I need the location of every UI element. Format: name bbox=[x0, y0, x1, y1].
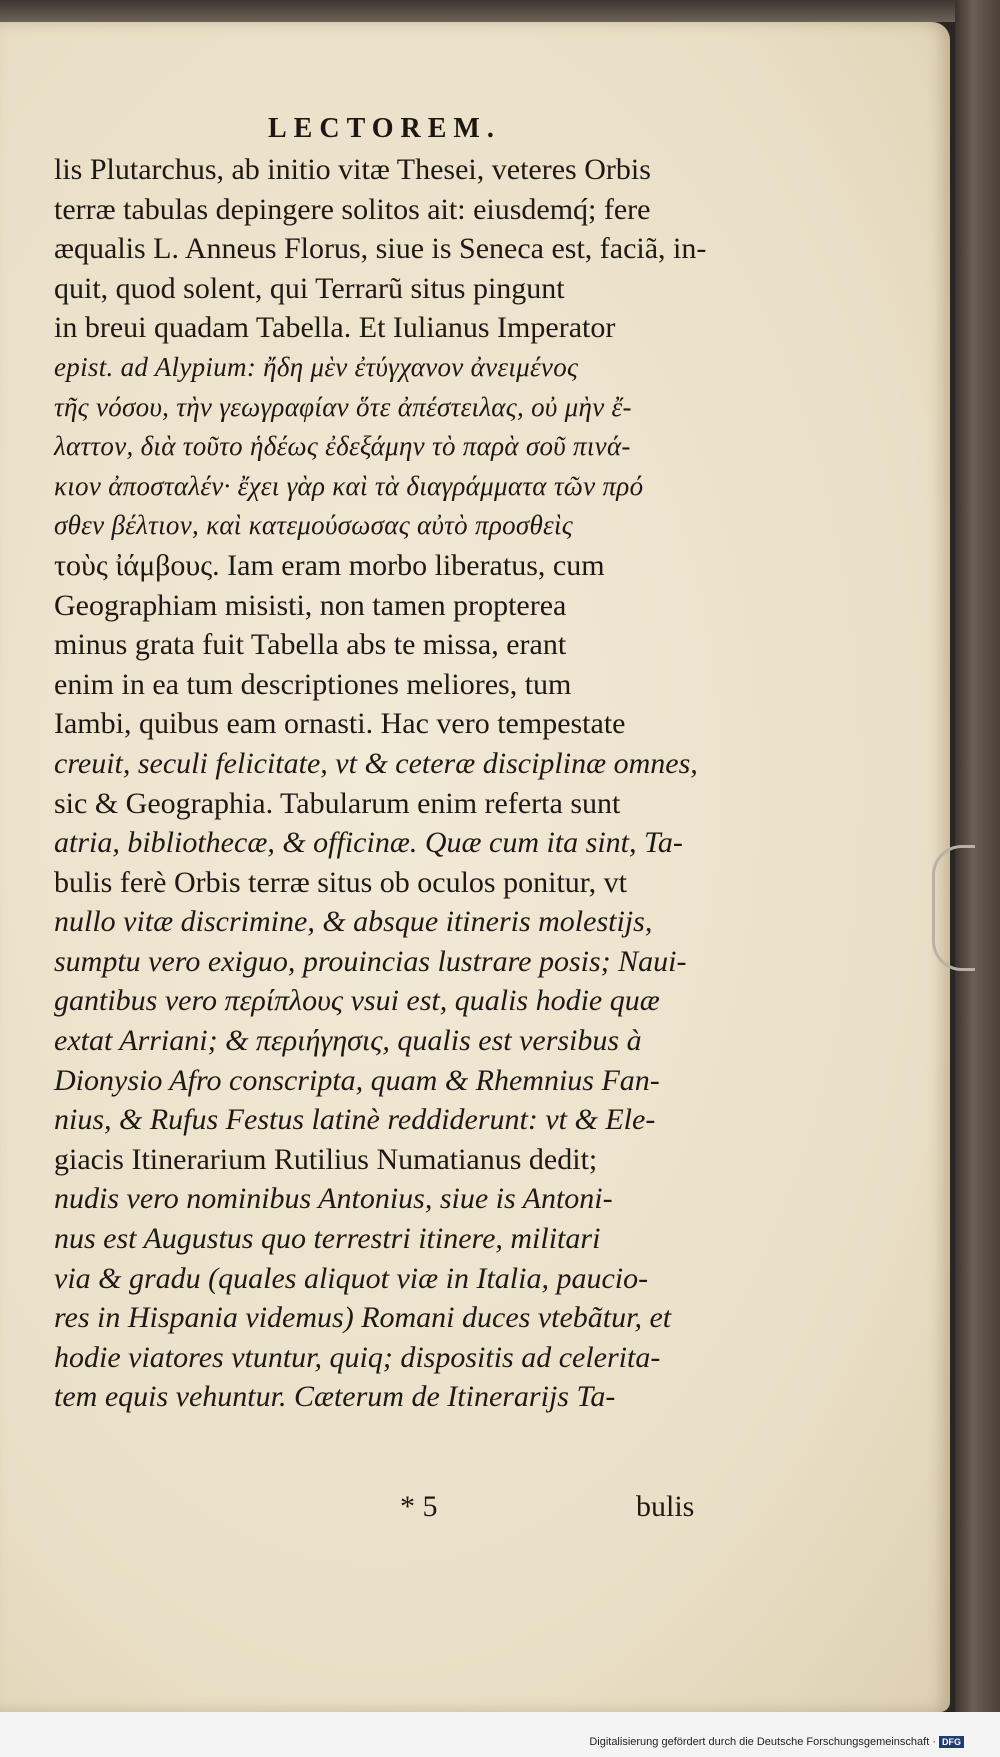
text-line: lis Plutarchus, ab initio vitæ Thesei, veteres Orbis bbox=[54, 153, 651, 186]
text-line: giacis Itinerarium Rutilius Numatianus dedit; bbox=[54, 1142, 598, 1176]
text-line: nius, & Rufus Festus latinè reddiderunt: vt & Ele- bbox=[54, 1103, 656, 1137]
digitization-text: Digitalisierung gefördert durch die Deutsche Forschungsgemeinschaft · bbox=[589, 1736, 936, 1748]
text-line: enim in ea tum descriptiones meliores, tum bbox=[54, 667, 572, 701]
text-line-greek: λαττον, διὰ τοῦτο ἡδέως ἐδεξάμην τὸ παρὰ σοῦ πινά- bbox=[54, 431, 631, 462]
text-line: quit, quod solent, qui Terrarũ situs pingunt bbox=[54, 271, 565, 305]
text-line: via & gradu (quales aliquot viæ in Italia, paucio- bbox=[54, 1261, 649, 1295]
text-line: terræ tabulas depingere solitos ait: eiusdemq́; fere bbox=[54, 192, 651, 226]
text-line-greek: σθεν βέλτιον, καὶ κατεμούσωσας αὐτὸ προσθεὶς bbox=[54, 510, 574, 541]
text-line: extat Arriani; & περιήγησις, qualis est versibus à bbox=[54, 1024, 642, 1058]
text-line: sumptu vero exiguo, prouincias lustrare posis; Naui- bbox=[54, 944, 687, 978]
text-line: minus grata fuit Tabella abs te missa, erant bbox=[54, 628, 567, 662]
text-line: tem equis vehuntur. Cæterum de Itinerarijs Ta- bbox=[54, 1380, 616, 1414]
running-header: LECTOREM. bbox=[268, 113, 501, 144]
book-top-edge bbox=[0, 0, 1000, 22]
text-line-greek: τῆς νόσου, τὴν γεωγραφίαν ὅτε ἀπέστειλας, οὐ μὴν ἔ- bbox=[54, 391, 632, 422]
body-text bbox=[54, 150, 734, 1417]
text-line: nullo vitæ discrimine, & absque itineris molestijs, bbox=[54, 905, 653, 939]
text-line: bulis ferè Orbis terræ situs ob oculos ponitur, vt bbox=[54, 865, 627, 899]
text-line: æqualis L. Anneus Florus, siue is Seneca est, faciã, in- bbox=[54, 232, 707, 266]
digitization-note bbox=[589, 1736, 964, 1748]
text-line: in breui quadam Tabella. Et Iulianus Imperator bbox=[54, 311, 616, 345]
text-line: sic & Geographia. Tabularum enim referta sunt bbox=[54, 786, 621, 820]
text-line: hodie viatores vtuntur, quiq; dispositis ad celerita- bbox=[54, 1340, 661, 1374]
page-clip bbox=[932, 845, 975, 971]
text-line: gantibus vero περίπλους vsui est, qualis hodie quæ bbox=[54, 984, 660, 1018]
dfg-logo-badge: DFG bbox=[939, 1736, 964, 1748]
signature-mark: * 5 bbox=[400, 1490, 438, 1523]
text-line: Iambi, quibus eam ornasti. Hac vero tempestate bbox=[54, 707, 626, 741]
text-line: Dionysio Afro conscripta, quam & Rhemnius Fan- bbox=[54, 1063, 660, 1097]
footer-strip bbox=[0, 1712, 1000, 1757]
text-line: nudis vero nominibus Antonius, siue is Antoni- bbox=[54, 1182, 613, 1216]
text-line: Geographiam misisti, non tamen propterea bbox=[54, 588, 567, 622]
text-line: atria, bibliothecæ, & officinæ. Quæ cum ita sint, Ta- bbox=[54, 826, 683, 860]
text-line: res in Hispania videmus) Romani duces vtebãtur, et bbox=[54, 1301, 672, 1335]
catchword: bulis bbox=[636, 1490, 695, 1523]
text-line: nus est Augustus quo terrestri itinere, militari bbox=[54, 1222, 601, 1256]
text-line: creuit, seculi felicitate, vt & ceteræ disciplinæ omnes, bbox=[54, 746, 698, 780]
text-line-greek: epist. ad Alypium: ἤδη μὲν ἐτύγχανον ἀνειμένος bbox=[54, 351, 579, 382]
text-line: τοὺς ἰάμβους. Iam eram morbo liberatus, cum bbox=[54, 548, 605, 582]
text-line-greek: κιον ἀποσταλέν· ἔχει γὰρ καὶ τὰ διαγράμματα τῶν πρό bbox=[54, 470, 644, 501]
